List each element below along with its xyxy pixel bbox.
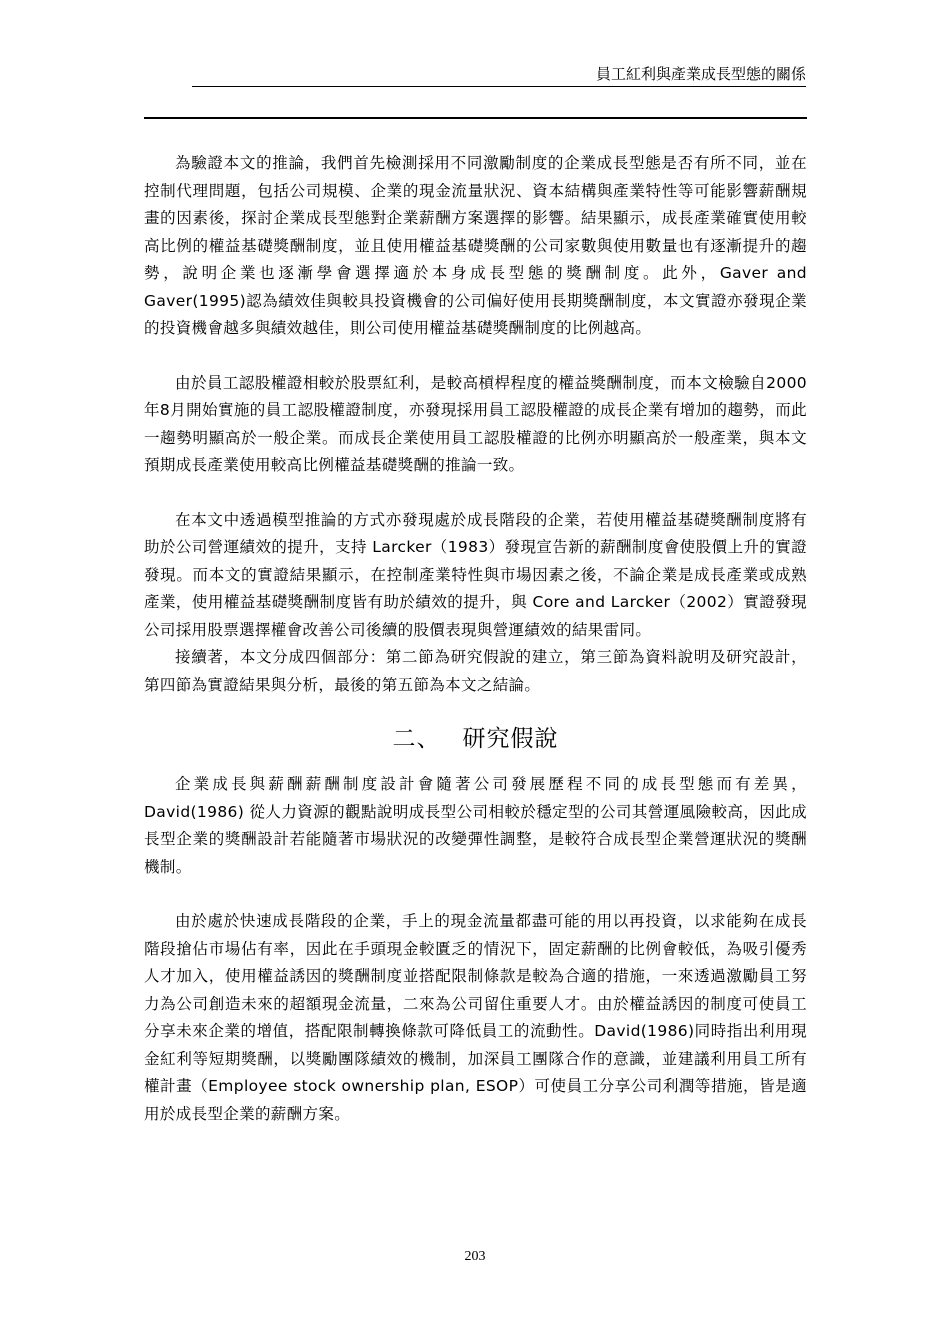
page-number: 203 (464, 1249, 486, 1264)
running-header: 員工紅利與產業成長型態的關係 (192, 64, 806, 87)
section-heading (144, 721, 807, 757)
paragraph-intro-3: 在本文中透過模型推論的方式亦發現處於成長階段的企業，若使用權益基礎獎酬制度將有助於公司營運績效的提升，支持 Larcker（1983）發現宣告新的薪酬制度會使股價上升的實證發現。而本文的實證結果顯示，在控制產業特性與市場因素之後，不論企業是成長產業或成熟產業，使用權益基礎獎酬制度皆有助於績效的提升，與 Core and Larcker（2002）實證發現公司採用股票選擇權會改善公司後續的股價表現與營運績效的結果雷同。 (144, 510, 807, 639)
body-text (144, 150, 807, 1128)
section-title: 研究假說 (462, 726, 559, 752)
paragraph-intro-4: 接續著，本文分成四個部分：第二節為研究假說的建立，第三節為資料說明及研究設計，第四節為實證結果與分析，最後的第五節為本文之結論。 (144, 648, 807, 694)
paragraph-section-2: 由於處於快速成長階段的企業，手上的現金流量都盡可能的用以再投資，以求能夠在成長階段搶佔市場佔有率，因此在手頭現金較匱乏的情況下，固定薪酬的比例會較低，為吸引優秀人才加入，使用權益誘因的獎酬制度並搭配限制條款是較為合適的措施，一來透過激勵員工努力為公司創造未來的超額現金流量，二來為公司留住重要人才。由於權益誘因的制度可使員工分享未來企業的增值，搭配限制轉換條款可降低員工的流動性。David(1986)同時指出利用現金紅利等短期獎酬，以獎勵團隊績效的機制，加深員工團隊合作的意識，並建議利用員工所有權計畫（Employee stock ownership plan, ESOP）可使員工分享公司利潤等措施，皆是適用於成長型企業的薪酬方案。 (144, 912, 807, 1123)
section-number: 二、 (392, 726, 441, 752)
header-rule (144, 117, 807, 119)
paragraph-intro-2: 由於員工認股權證相較於股票紅利，是較高槓桿程度的權益獎酬制度，而本文檢驗自2000年8月開始實施的員工認股權證制度，亦發現採用員工認股權證的成長企業有增加的趨勢，而此一趨勢明顯高於一般企業。而成長企業使用員工認股權證的比例亦明顯高於一般產業，與本文預期成長產業使用較高比例權益基礎獎酬的推論一致。 (144, 373, 807, 474)
paragraph-intro-1: 為驗證本文的推論，我們首先檢測採用不同激勵制度的企業成長型態是否有所不同，並在控制代理問題，包括公司規模、企業的現金流量狀況、資本結構與產業特性等可能影響薪酬規畫的因素後，探討企業成長型態對企業薪酬方案選擇的影響。結果顯示，成長產業確實使用較高比例的權益基礎獎酬制度，並且使用權益基礎獎酬的公司家數與使用數量也有逐漸提升的趨勢，說明企業也逐漸學會選擇適於本身成長型態的獎酬制度。此外，Gaver and Gaver(1995)認為績效佳與較具投資機會的公司偏好使用長期獎酬制度，本文實證亦發現企業的投資機會越多與績效越佳，則公司使用權益基礎獎酬制度的比例越高。 (144, 154, 807, 337)
paragraph-section-1: 企業成長與薪酬薪酬制度設計會隨著公司發展歷程不同的成長型態而有差異，David(1986) 從人力資源的觀點說明成長型公司相較於穩定型的公司其營運風險較高，因此成長型企業的獎酬設計若能隨著市場狀況的改變彈性調整，是較符合成長型企業營運狀況的獎酬機制。 (144, 775, 807, 876)
